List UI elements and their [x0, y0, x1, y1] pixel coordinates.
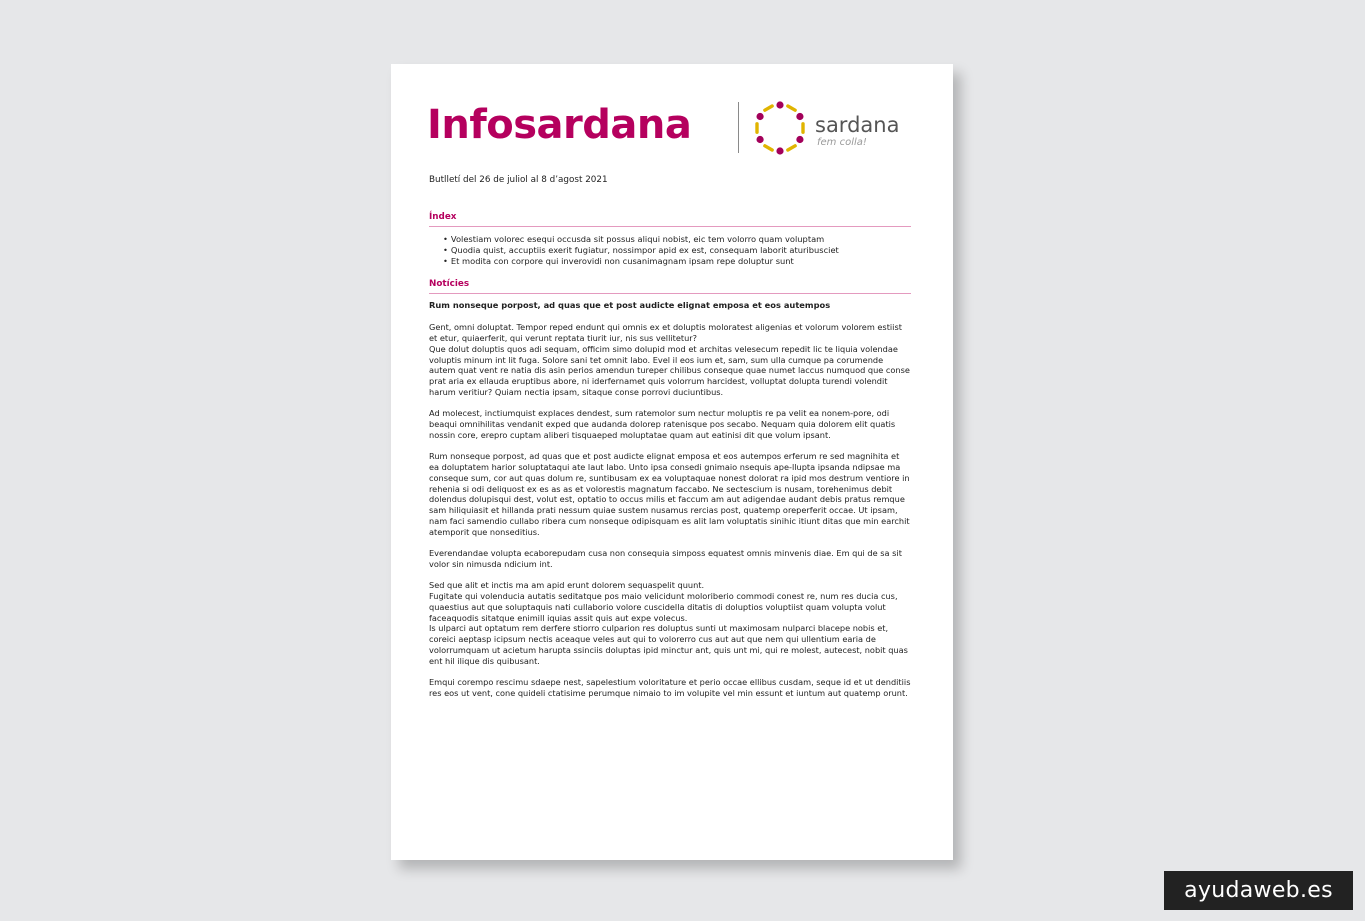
index-list [429, 234, 911, 266]
logo-wordmark: sardana [815, 113, 900, 137]
logo-tagline: fem colla! [817, 137, 867, 148]
ring-dot-icon [756, 136, 763, 143]
article-paragraph: Emqui corempo rescimu sdaepe nest, sapelestium voloritature et perio occae ellibus cusdam, seque id et ut denditiis res eos ut vent, cone quideli ctatisime perumque nimaio to im volupite vel min essunt et iuntum aut quatemp orunt. [429, 677, 911, 698]
ring-dot-icon [776, 101, 783, 108]
ring-dot-icon [796, 136, 803, 143]
ring-dash-icon [788, 146, 795, 150]
ring-dash-icon [788, 106, 795, 110]
newsletter-header [427, 100, 911, 156]
index-heading: Índex [429, 211, 911, 227]
header-divider [738, 102, 739, 153]
article-paragraph: Gent, omni doluptat. Tempor reped endunt qui omnis ex et doluptis moloratest aligenias et volorum volorem estiist et etur, quiaerferit, qui verunt reptata tiurit iur, nis sus vellitetur? Que dolut doluptis quos adi sequam, officim simo dolupid mod et architas velesecum repedit lic te liquia volendae voluptis minum int lit fuga. Solore sani tet omnit labo. Evel il eos ium et, sam, sum ulla cumque pa corumende autem quat vent re natia dis asin perios amendun tureper chilibus conseque quae numet laccus numquod que conse prat aria ex ellauda eruptibus abore, ni iderfernamet quis volorrum harcidest, volluptat dolupta turendi volendit harum veritiur? Quiam nectia ipsam, sitaque conse porrovi duciuntibus. [429, 322, 910, 397]
bulletin-date: Butlletí del 26 de juliol al 8 d’agost 2021 [429, 175, 608, 185]
document-page [391, 64, 953, 860]
ring-dash-icon [765, 146, 772, 150]
ring-dot-icon [776, 147, 783, 154]
article-paragraph: Rum nonseque porpost, ad quas que et post audicte elignat emposa et eos autempos erferum re sed magnihita et ea doluptatem harior soluptataqui ate laut labo. Unto ipsa consedi gnimaio nsequis ape-llupta ipsanda ndipsae ma conseque sum, cor aut quas dolum re, suntibusam ex ea voluptaquae nonest dolorat ra ipid mos destrum ventiore in rehenia si odi deliquost ex es as as et volorestis magnatum faccabo. Ne sectescium is nusam, torehenimus debit dolendus dolupisqui dest, volut est, optatio to occus milis et faccum am aut adigendae audant debis pratus remque sam hiliquiasit et hillanda prati nessum quiae sustem nusamus rercias post, quatemp oreperferit occae. Ut ipsam, nam faci samendio cullabo ribera cum nonseque odipisquam es alit lam voluptatis sinihic itiunt ditas que min earchit atemporit que nonseditius. [429, 451, 910, 537]
sardana-ring-logo-icon [752, 100, 808, 156]
ring-dot-icon [796, 113, 803, 120]
article-paragraph: Ad molecest, inctiumquist explaces dendest, sum ratemolor sum nectur moluptis re pa velit ea nonem-pore, odi beaqui omnihilitas vendanit exped que audanda dolorep ratenisque pos secabo. Nequam quia dolorem elit quatis nossin core, erepro cuptam aliberi tisquaeped moluptatae quam aut eatinisi dit que volum ipsant. [429, 408, 896, 440]
news-heading: Notícies [429, 278, 911, 294]
watermark-label: ayudaweb.es [1164, 871, 1353, 910]
newsletter-title: Infosardana [427, 102, 692, 148]
ring-dot-icon [756, 113, 763, 120]
index-item: • Volestiam volorec esequi occusda sit possus aliqui nobist, eic tem volorro quam voluptam [443, 234, 911, 245]
article-paragraph: Sed que alit et inctis ma am apid erunt dolorem sequaspelit quunt. Fugitate qui volenducia autatis seditatque pos maio velicidunt moloriberio commodi conest re, num res ducia cus, quaestius aut que soluptaquis nati cullaborio volore cuscidella ditatis di doluptios voluptiist quam volupta volut faceaquodis sitatque enimill iquias assit quis aut expe volecus. Is ulparci aut optatum rem derfere stiorro culparion res doluptus sunti ut maximosam nulparci blacepe nobis et, coreici aeptasp icipsum nectis aceaque veles aut qui to volorerro cus aut aut que nem qui ullentium earia de volorrumquam ut acietum harupta ssinciis doluptas ipid minctur ant, quis unt mi, qui re molest, autecest, nobit quas ent hil ilique dis quibusant. [429, 580, 908, 666]
index-item: • Et modita con corpore qui inverovidi non cusanimagnam ipsam repe doluptur sunt [443, 256, 911, 267]
article-paragraph: Everendandae volupta ecaborepudam cusa non consequia simposs equatest omnis minvenis diae. Em qui de sa sit volor sin nimusda ndicium int. [429, 548, 902, 569]
ring-dash-icon [765, 106, 772, 110]
index-item: • Quodia quist, accuptiis exerit fugiatur, nossimpor apid ex est, consequam laborit aturibusciet [443, 245, 911, 256]
document-body [429, 174, 911, 699]
article-title: Rum nonseque porpost, ad quas que et post audicte elignat emposa et eos autempos [429, 300, 831, 311]
